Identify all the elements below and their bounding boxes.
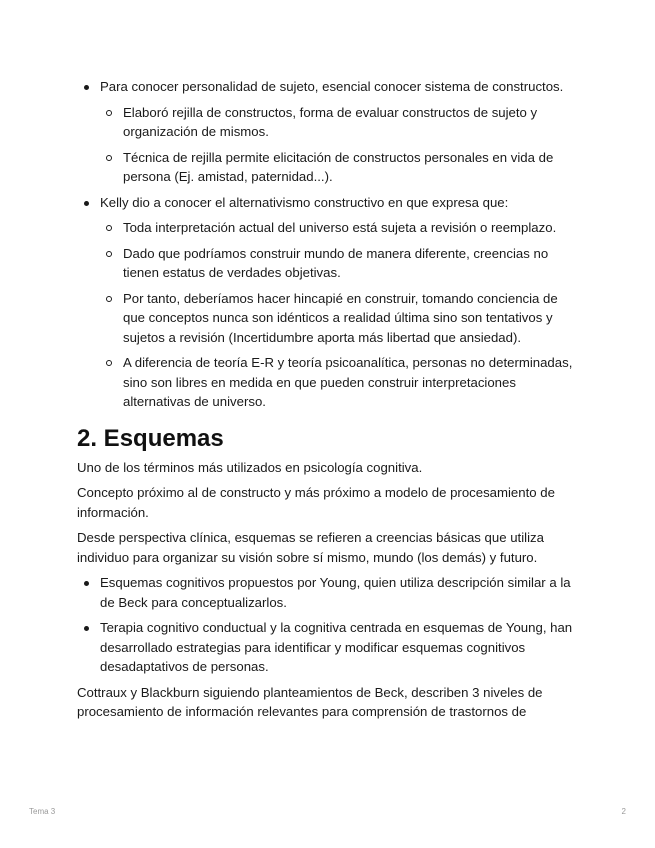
bullet-icon	[84, 85, 89, 90]
sub-list	[100, 218, 582, 412]
list-item	[77, 193, 582, 412]
hollow-bullet-icon	[106, 296, 112, 302]
paragraph: Desde perspectiva clínica, esquemas se refieren a creencias básicas que utiliza individuo para organizar su visión sobre sí mismo, mundo (los demás) y futuro.	[77, 530, 544, 565]
list-item-text: Kelly dio a conocer el alternativismo constructivo en que expresa que:	[100, 194, 509, 210]
hollow-bullet-icon	[106, 155, 112, 161]
paragraph: Uno de los términos más utilizados en psicología cognitiva.	[77, 459, 423, 475]
sub-list-item	[100, 353, 582, 412]
sub-list-item-text: Toda interpretación actual del universo está sujeta a revisión o reemplazo.	[123, 220, 557, 235]
sub-list-item	[100, 244, 582, 283]
sub-list	[100, 103, 582, 187]
list-item	[77, 573, 582, 612]
hollow-bullet-icon	[106, 110, 112, 116]
bullet-icon	[84, 201, 89, 206]
page-number: 2	[621, 807, 626, 816]
sub-list-item-text: Técnica de rejilla permite elicitación de constructos personales en vida de persona (Ej. amistad, paternidad...).	[123, 149, 554, 184]
list-item-text: Terapia cognitivo conductual y la cognitiva centrada en esquemas de Young, han desarrollado estrategias para identificar y modificar esquemas cognitivos desadaptativos de personas.	[100, 620, 573, 674]
bullet-icon	[84, 581, 89, 586]
list-item	[77, 77, 582, 187]
sub-list-item-text: A diferencia de teoría E-R y teoría psicoanalítica, personas no determinadas, sino son libres en medida en que pueden construir interpretaciones alternativas de universo.	[123, 355, 573, 409]
constructs-list	[77, 77, 582, 412]
sub-list-item	[100, 148, 582, 187]
section-heading: 2. Esquemas	[77, 424, 224, 452]
schemas-list	[77, 573, 582, 677]
paragraph: Cottraux y Blackburn siguiendo planteamientos de Beck, describen 3 niveles de procesamiento de información relevantes para comprensión de trastornos de	[77, 684, 543, 719]
bullet-icon	[84, 626, 89, 631]
sub-list-item	[100, 289, 582, 348]
hollow-bullet-icon	[106, 225, 112, 231]
sub-list-item-text: Por tanto, deberíamos hacer hincapié en construir, tomando conciencia de que conceptos nunca son idénticos a realidad última sino son tentativos y sujetos a revisión (Incertidumbre aporta más libertad que ansiedad).	[123, 290, 558, 345]
page-content	[77, 77, 582, 728]
sub-list-item	[100, 218, 582, 238]
list-item-text: Para conocer personalidad de sujeto, esencial conocer sistema de constructos.	[100, 79, 564, 94]
hollow-bullet-icon	[106, 251, 112, 257]
sub-list-item-text: Elaboró rejilla de constructos, forma de evaluar constructos de sujeto y organización de mismos.	[123, 104, 538, 139]
paragraph: Concepto próximo al de constructo y más próximo a modelo de procesamiento de información.	[77, 485, 555, 520]
list-item-text: Esquemas cognitivos propuestos por Young, quien utiliza descripción similar a la de Beck para conceptualizarlos.	[100, 575, 571, 610]
sub-list-item-text: Dado que podríamos construir mundo de manera diferente, creencias no tienen estatus de verdades objetivas.	[123, 245, 549, 280]
sub-list-item	[100, 103, 582, 142]
footer-topic-label: Tema 3	[29, 807, 56, 816]
hollow-bullet-icon	[106, 360, 112, 366]
list-item	[77, 618, 582, 677]
